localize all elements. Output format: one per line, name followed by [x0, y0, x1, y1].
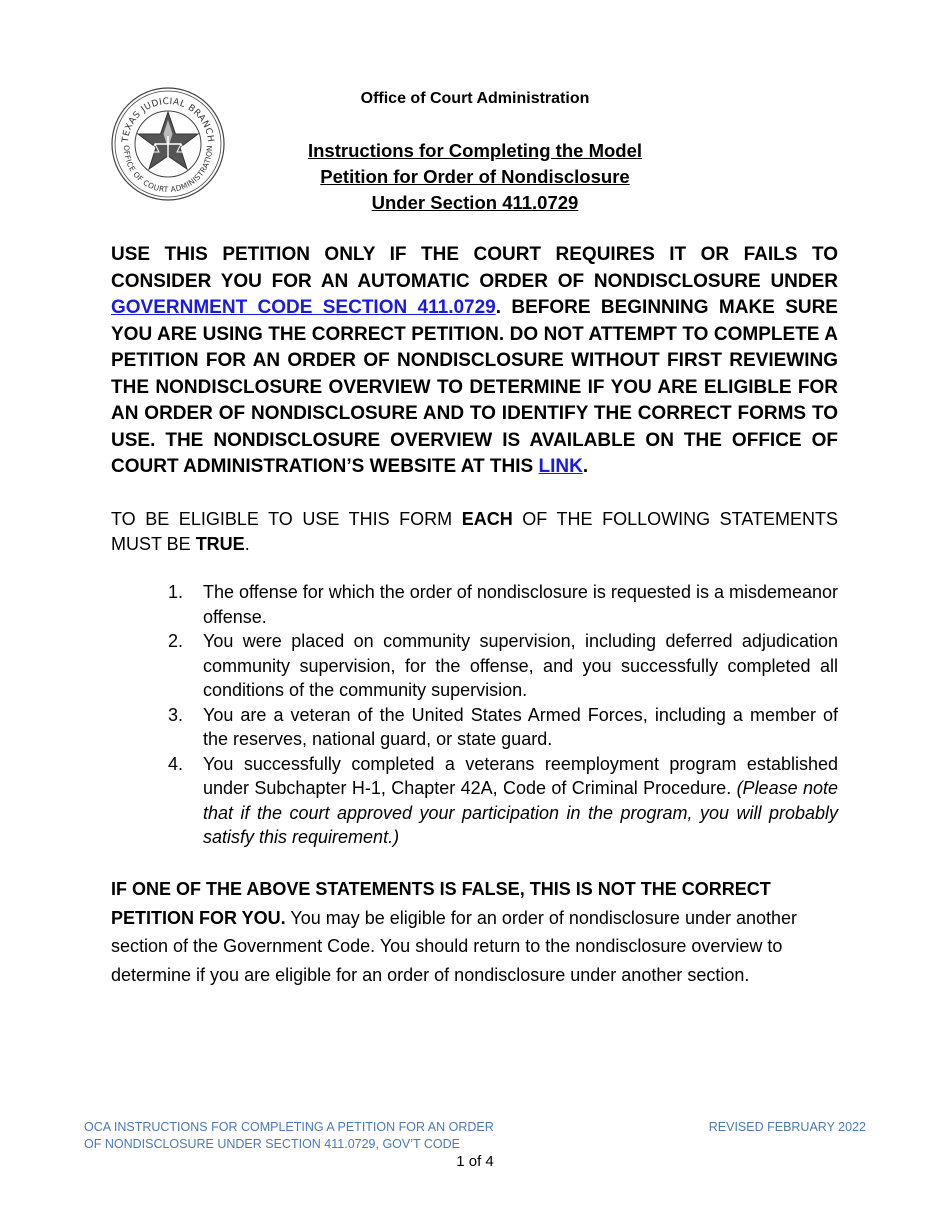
list-item-text: You were placed on community supervision, including deferred adjudication community supervision, for the offense, and you successfully completed all conditions of the community supervision. [203, 631, 838, 700]
list-item [160, 752, 838, 850]
eligibility-bold-each: EACH [461, 509, 513, 529]
page-number: 1 of 4 [456, 1153, 494, 1170]
footer-left-line-2: OF NONDISCLOSURE UNDER SECTION 411.0729, GOV’T CODE [84, 1137, 461, 1151]
closing-bold: IF ONE OF THE ABOVE STATEMENTS IS FALSE, THIS IS NOT THE CORRECT PETITION FOR YOU. [111, 879, 771, 928]
list-item-body: You successfully completed a veterans reemployment program established under Subchapter H-1, Chapter 42A, Code of Criminal Procedure. [203, 753, 838, 798]
warning-text-1: USE THIS PETITION ONLY IF THE COURT REQUIRES IT OR FAILS TO CONSIDER YOU FOR AN AUTOMATIC ORDER OF NONDISCLOSURE UNDER [111, 244, 838, 292]
list-item [160, 580, 838, 629]
document-title [250, 138, 700, 216]
eligibility-statement [111, 507, 838, 557]
warning-text-3: . [582, 456, 589, 477]
title-line-1: Instructions for Completing the Model [307, 140, 643, 161]
overview-link[interactable]: LINK [538, 456, 583, 477]
requirements-list [160, 580, 838, 850]
eligibility-text-3: . [244, 534, 250, 554]
list-item [160, 629, 838, 703]
texas-judicial-branch-seal [110, 86, 226, 202]
footer-revision-date: REVISED FEBRUARY 2022 [708, 1120, 866, 1134]
eligibility-text-2: OF THE FOLLOWING STATEMENTS MUST BE [111, 509, 838, 554]
eligibility-text-1: TO BE ELIGIBLE TO USE THIS FORM [111, 509, 462, 529]
list-item-text: You are a veteran of the United States Armed Forces, including a member of the reserves, national guard, or state guard. [203, 704, 838, 749]
list-item-number: 2. [168, 631, 184, 651]
list-item-note: (Please note that if the court approved your participation in the program, you will probably satisfy this requirement.) [203, 778, 838, 847]
seal-top-text: TEXAS JUDICIAL BRANCH [120, 96, 216, 143]
list-item-text: The offense for which the order of nondisclosure is requested is a misdemeanor offense. [203, 582, 839, 627]
warning-text-2: . BEFORE BEGINNING MAKE SURE YOU ARE USING THE CORRECT PETITION. DO NOT ATTEMPT TO COMPLETE A PETITION FOR AN ORDER OF NONDISCLOSURE WITHOUT FIRST REVIEWING THE NONDISCLOSURE OVERVIEW TO DETERMINE IF YOU ARE ELIGIBLE FOR AN ORDER OF NONDISCLOSURE AND TO IDENTIFY THE CORRECT FORMS TO USE. THE NONDISCLOSURE OVERVIEW IS AVAILABLE ON THE OFFICE OF COURT ADMINISTRATION’S WEBSITE AT THIS [111, 297, 838, 477]
list-item-number: 3. [168, 704, 184, 725]
title-line-3: Under Section 411.0729 [371, 192, 579, 213]
closing-text: You may be eligible for an order of nondisclosure under another section of the Government Code. You should return to the nondisclosure overview to determine if you are eligible for an order of nondisclosure under another section. [111, 907, 798, 985]
eligibility-bold-true: TRUE [195, 534, 245, 554]
footer-document-title [84, 1119, 494, 1153]
list-item-number: 1. [168, 582, 184, 602]
title-line-2: Petition for Order of Nondisclosure [320, 166, 630, 187]
list-item-number: 4. [168, 753, 184, 774]
seal-bottom-text: OFFICE OF COURT ADMINISTRATION [121, 145, 215, 195]
organization-name: Office of Court Administration [360, 90, 590, 107]
closing-paragraph [111, 875, 838, 989]
government-code-link[interactable]: GOVERNMENT CODE SECTION 411.0729 [111, 297, 496, 318]
footer-left-line-1: OCA INSTRUCTIONS FOR COMPLETING A PETITION FOR AN ORDER [84, 1120, 494, 1134]
list-item-text [203, 752, 838, 850]
list-item [160, 703, 838, 752]
warning-paragraph [111, 242, 838, 481]
